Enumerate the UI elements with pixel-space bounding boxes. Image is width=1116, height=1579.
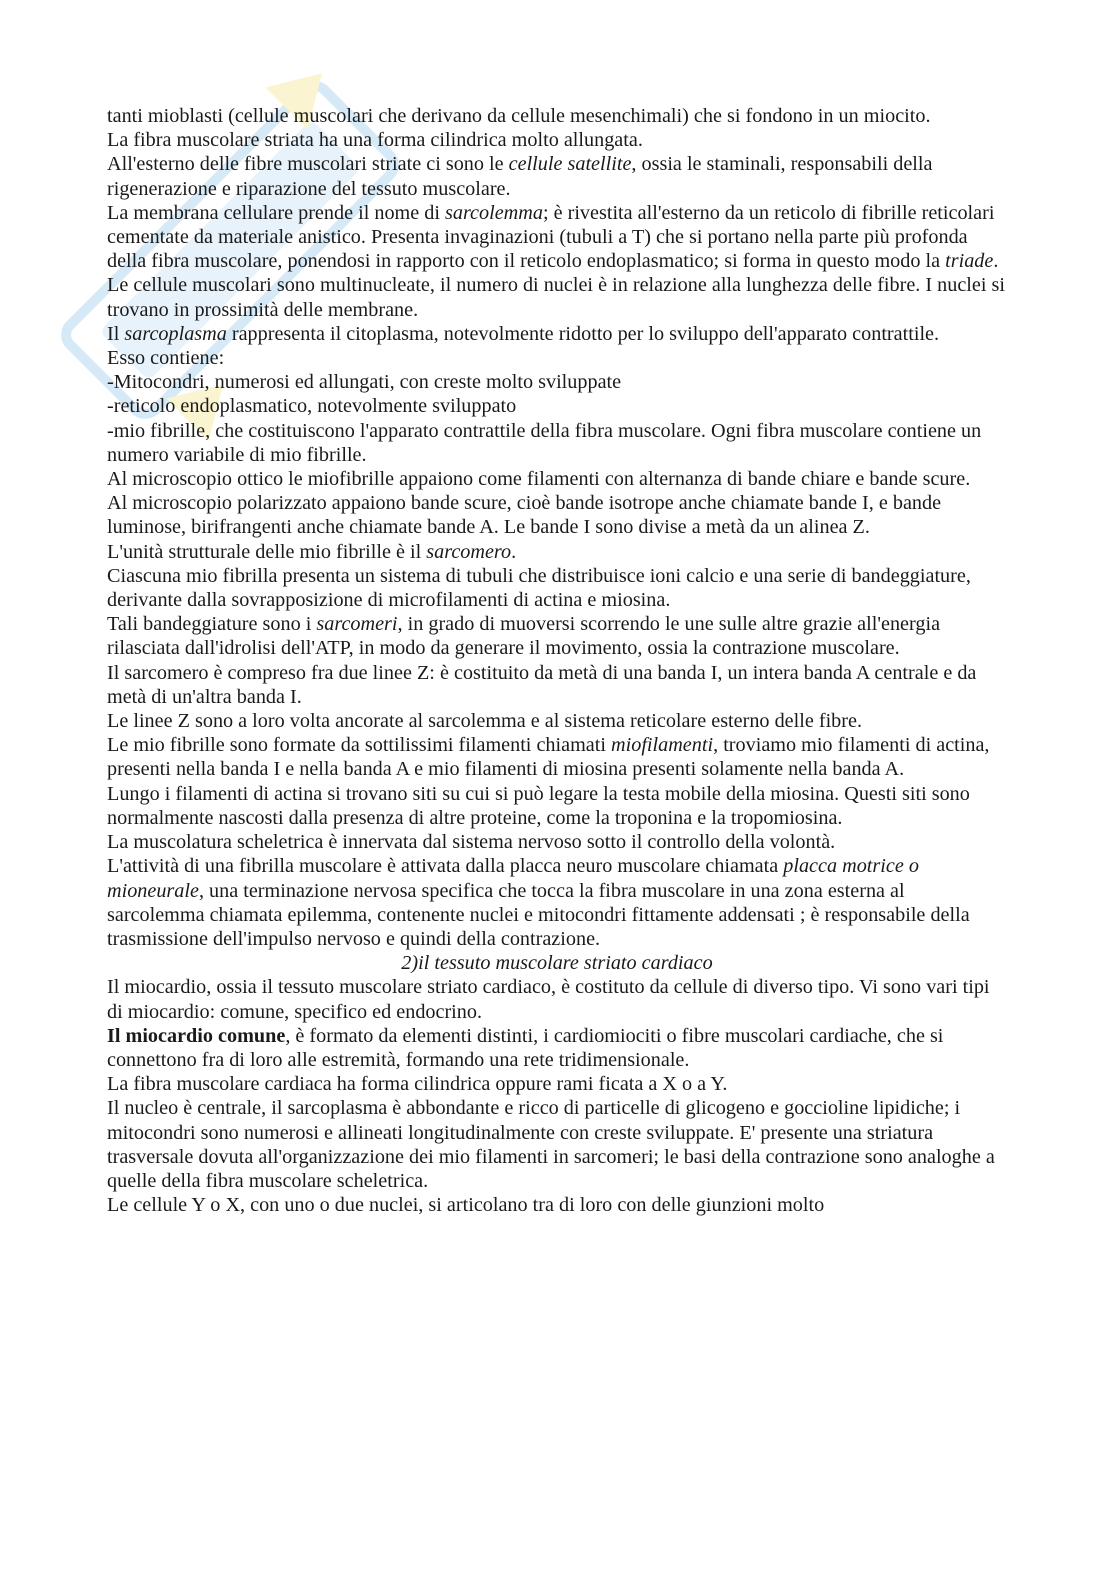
paragraph <box>107 322 1007 346</box>
text-run: Il <box>107 322 125 345</box>
text-run: -Mitocondri, numerosi ed allungati, con creste molto sviluppate <box>107 371 622 394</box>
text-run: La fibra muscolare cardiaca ha forma cilindrica oppure rami ficata a X o a Y. <box>107 1073 728 1096</box>
italic-term: triade <box>945 250 994 273</box>
paragraph <box>107 152 1007 200</box>
text-run: tanti mioblasti (cellule muscolari che derivano da cellule mesenchimali) che si fondono in un miocito. <box>107 105 931 127</box>
paragraph <box>107 394 1007 418</box>
text-run: . <box>993 250 999 273</box>
document-page <box>107 104 1007 1217</box>
text-run: , troviamo mio filamenti di actina, presenti nella banda I e nella banda A e mio filamenti di miosina presenti solamente nella banda A. <box>107 734 990 781</box>
text-run: Le cellule Y o X, con uno o due nuclei, si articolano tra di loro con delle giunzioni molto <box>107 1194 825 1217</box>
paragraph <box>107 854 1007 951</box>
paragraph <box>107 128 1007 152</box>
paragraph <box>107 346 1007 370</box>
text-run: Le mio fibrille sono formate da sottilissimi filamenti chiamati <box>107 734 612 757</box>
paragraph <box>107 1072 1007 1096</box>
text-run: , una terminazione nervosa specifica che tocca la fibra muscolare in una zona esterna al sarcolemma chiamata epilemma, contenente nuclei e mitocondri fittamente addensati ; è responsabile della trasmissione dell'impulso nervoso e quindi della contrazione. <box>107 879 970 950</box>
paragraph <box>107 491 1007 539</box>
italic-term: sarcoplasma <box>124 322 227 345</box>
section-heading <box>107 951 1007 975</box>
italic-term: cellule satellite <box>508 153 632 176</box>
paragraph <box>107 612 1007 660</box>
paragraph <box>107 782 1007 830</box>
text-run: 2)il tessuto muscolare striato cardiaco <box>401 952 713 975</box>
bold-term: Il miocardio comune <box>107 1024 286 1047</box>
paragraph <box>107 830 1007 854</box>
text-run: -mio fibrille, che costituiscono l'apparato contrattile della fibra muscolare. Ogni fibra muscolare contiene un numero variabile di mio fibrille. <box>107 419 982 466</box>
text-run: Il nucleo è centrale, il sarcoplasma è abbondante e ricco di particelle di glicogeno e goccioline lipidiche; i mitocondri sono numerosi e allineati longitudinalmente con creste sviluppate. E' presente una striatura trasversale dovuta all'organizzazione dei mio filamenti in sarcomeri; le basi della contrazione sono analoghe a quelle della fibra muscolare scheletrica. <box>107 1097 995 1192</box>
text-run: Al microscopio polarizzato appaiono bande scure, cioè bande isotrope anche chiamate bande I, e bande luminose, birifrangenti anche chiamate bande A. Le bande I sono divise a metà da un alinea Z. <box>107 492 942 539</box>
paragraph <box>107 733 1007 781</box>
paragraph <box>107 564 1007 612</box>
paragraph <box>107 540 1007 564</box>
text-run: -reticolo endoplasmatico, notevolmente sviluppato <box>107 395 517 418</box>
text-run: Le cellule muscolari sono multinucleate, il numero di nuclei è in relazione alla lunghezza delle fibre. I nuclei si trovano in prossimità delle membrane. <box>107 274 1005 321</box>
paragraph <box>107 104 1007 128</box>
text-run: All'esterno delle fibre muscolari striate ci sono le <box>107 153 509 176</box>
text-run: L'unità strutturale delle mio fibrille è il <box>107 540 427 563</box>
text-run: Il sarcomero è compreso fra due linee Z: è costituito da metà di una banda I, un intera banda A centrale e da metà di un'altra banda I. <box>107 661 977 708</box>
paragraph <box>107 370 1007 394</box>
text-run: , in grado di muoversi scorrendo le une sulle altre grazie all'energia rilasciata dall'idrolisi dell'ATP, in modo da generare il movimento, ossia la contrazione muscolare. <box>107 613 941 660</box>
italic-term: placca motrice o mioneurale <box>107 855 919 902</box>
text-run: , è formato da elementi distinti, i cardiomiociti o fibre muscolari cardiache, che si connettono fra di loro alle estremità, formando una rete tridimensionale. <box>107 1024 944 1071</box>
paragraph <box>107 661 1007 709</box>
paragraph <box>107 709 1007 733</box>
italic-term: sarcomero <box>426 540 512 563</box>
text-run: Lungo i filamenti di actina si trovano siti su cui si può legare la testa mobile della miosina. Questi siti sono normalmente nascosti dalla presenza di altre proteine, come la troponina e la tropomiosina. <box>107 782 970 829</box>
paragraph <box>107 975 1007 1023</box>
text-run: La muscolatura scheletrica è innervata dal sistema nervoso sotto il controllo della volontà. <box>107 831 836 854</box>
text-run: Il miocardio, ossia il tessuto muscolare striato cardiaco, è costituto da cellule di diverso tipo. Vi sono vari tipi di miocardio: comune, specifico ed endocrino. <box>107 976 990 1023</box>
text-run: ; è rivestita all'esterno da un reticolo di fibrille reticolari cementate da materiale anistico. Presenta invaginazioni (tubuli a T) che si portano nella parte più profonda della fibra muscolare, ponendosi in rapporto con il reticolo endoplasmatico; si forma in questo modo la <box>107 201 995 273</box>
text-run: Al microscopio ottico le miofibrille appaiono come filamenti con alternanza di bande chiare e bande scure. <box>107 468 971 491</box>
italic-term: sarcomeri <box>316 613 398 636</box>
paragraph <box>107 273 1007 321</box>
italic-term: miofilamenti <box>611 734 714 757</box>
text-run: Le linee Z sono a loro volta ancorate al sarcolemma e al sistema reticolare esterno delle fibre. <box>107 710 863 733</box>
text-run: , ossia le staminali, responsabili della rigenerazione e riparazione del tessuto muscolare. <box>107 153 933 200</box>
text-run: Tali bandeggiature sono i <box>107 613 317 636</box>
text-run: La fibra muscolare striata ha una forma cilindrica molto allungata. <box>107 129 643 152</box>
text-run: La membrana cellulare prende il nome di <box>107 201 445 224</box>
paragraph <box>107 419 1007 467</box>
paragraph <box>107 1096 1007 1193</box>
italic-term: sarcolemma <box>445 201 543 224</box>
text-run: L'attività di una fibrilla muscolare è attivata dalla placca neuro muscolare chiamata <box>107 855 784 878</box>
paragraph <box>107 467 1007 491</box>
text-run: rappresenta il citoplasma, notevolmente ridotto per lo sviluppo dell'apparato contrattile. <box>226 322 940 345</box>
text-run: Ciascuna mio fibrilla presenta un sistema di tubuli che distribuisce ioni calcio e una serie di bandeggiature, derivante dalla sovrapposizione di microfilamenti di actina e miosina. <box>107 564 971 612</box>
paragraph <box>107 1024 1007 1072</box>
paragraph <box>107 201 1007 274</box>
paragraph <box>107 1193 1007 1217</box>
text-run: Esso contiene: <box>107 347 225 370</box>
text-run: . <box>511 540 517 563</box>
